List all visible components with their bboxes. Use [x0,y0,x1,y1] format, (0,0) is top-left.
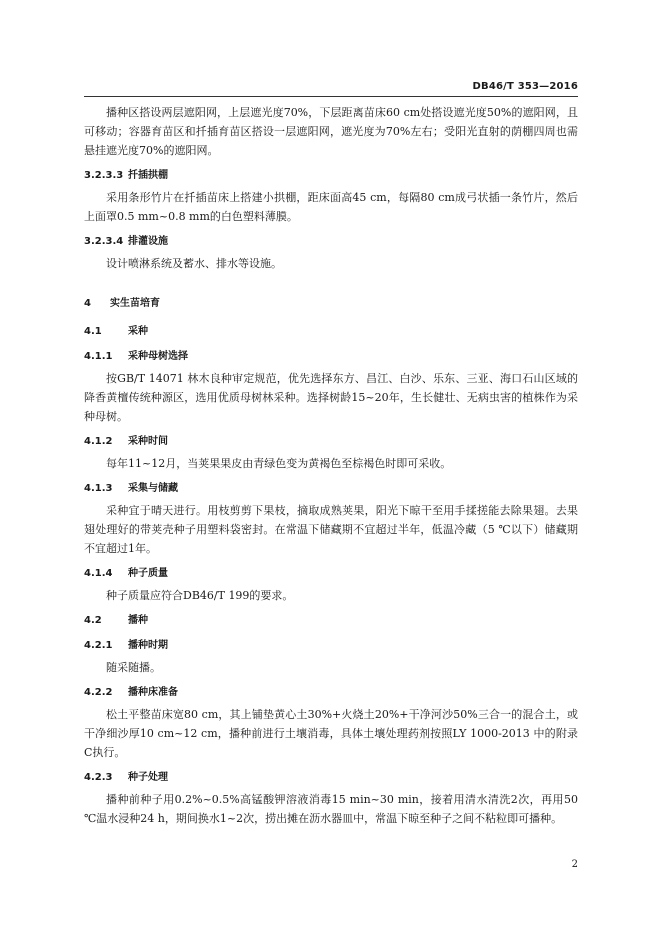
heading-number: 4.1.1 [84,351,113,362]
paragraph-sowing-time: 随采随播。 [106,661,161,674]
heading-number: 4.2.2 [84,687,113,698]
heading-number: 4.1 [84,326,102,337]
document-body [84,103,578,828]
heading-number: 4.2 [84,615,102,626]
heading-4-2-1 [84,636,578,655]
page-number: 2 [571,859,578,870]
heading-4-1-3 [84,479,578,498]
heading-number: 3.2.3.4 [84,236,124,247]
heading-4-2 [84,611,578,630]
heading-title: 扦插拱棚 [128,170,168,181]
heading-4-2-2 [84,683,578,702]
paragraph-shade-net: 播种区搭设两层遮阳网，上层遮光度70%，下层距离苗床60 cm处搭设遮光度50%的遮阳网，且可移动；容器育苗区和扦插育苗区搭设一层遮阳网，遮光度为70%左右；受阳光直射的荫棚四周也需悬挂遮光度70%的遮阳网。 [84,106,578,157]
heading-title: 播种 [128,615,148,626]
heading-title: 播种时期 [128,640,168,651]
heading-number: 4.1.2 [84,436,113,447]
heading-title: 采种 [128,326,148,337]
heading-title: 实生苗培育 [110,298,160,309]
heading-title: 播种床准备 [128,687,178,698]
heading-3-2-3-3 [84,166,578,185]
heading-number: 4.2.1 [84,640,113,651]
heading-title: 排灌设施 [128,236,168,247]
heading-number: 4 [84,298,91,309]
heading-4-2-3 [84,768,578,787]
heading-4-1-4 [84,564,578,583]
paragraph-collection-time: 每年11~12月，当荚果果皮由青绿色变为黄褐色至棕褐色时即可采收。 [106,457,452,470]
paragraph-seed-treatment: 播种前种子用0.2%~0.5%高锰酸钾溶液消毒15 min~30 min，接着用清水清洗2次，再用50 ℃温水浸种24 h，期间换水1~2次，捞出摊在沥水器皿中，常温下晾至种子之间不粘粒即可播种。 [84,793,578,825]
heading-4 [84,294,578,313]
heading-number: 4.1.4 [84,568,113,579]
paragraph-storage: 采种宜于晴天进行。用枝剪剪下果枝，摘取成熟荚果，阳光下晾干至用手揉搓能去除果翅。去果翅处理好的带荚壳种子用塑料袋密封。在常温下储藏期不宜超过半年，低温冷藏（5 ℃以下）储藏期不宜超过1年。 [84,504,578,555]
heading-number: 3.2.3.3 [84,170,124,181]
heading-title: 种子处理 [128,772,168,783]
heading-title: 种子质量 [128,568,168,579]
heading-4-1-2 [84,432,578,451]
header-rule [84,96,578,97]
heading-4-1-1 [84,347,578,366]
heading-title: 采种时间 [128,436,168,447]
heading-title: 采种母树选择 [128,351,188,362]
paragraph-seed-bed: 松土平整苗床宽80 cm，其上铺垫黄心土30%+火烧土20%+干净河沙50%三合一的混合土，或干净细沙厚10 cm~12 cm，播种前进行土壤消毒，具体土壤处理药剂按照LY 1000-2013 中的附录 C执行。 [84,708,578,759]
paragraph-irrigation: 设计喷淋系统及蓄水、排水等设施。 [106,257,282,270]
heading-number: 4.2.3 [84,772,113,783]
heading-title: 采集与储藏 [128,483,178,494]
document-code: DB46/T 353—2016 [472,81,578,92]
heading-3-2-3-4 [84,232,578,251]
paragraph-mother-tree: 按GB/T 14071 林木良种审定规范，优先选择东方、昌江、白沙、乐东、三亚、海口石山区域的降香黄檀传统种源区，选用优质母树林采种。选择树龄15~20年，生长健壮、无病虫害的植株作为采种母树。 [84,372,578,423]
paragraph-arch-shed: 采用条形竹片在扦插苗床上搭建小拱棚，距床面高45 cm，每隔80 cm成弓状插一条竹片，然后上面罩0.5 mm~0.8 mm的白色塑料薄膜。 [84,191,578,223]
heading-number: 4.1.3 [84,483,113,494]
paragraph-seed-quality: 种子质量应符合DB46/T 199的要求。 [106,589,294,602]
heading-4-1 [84,322,578,341]
